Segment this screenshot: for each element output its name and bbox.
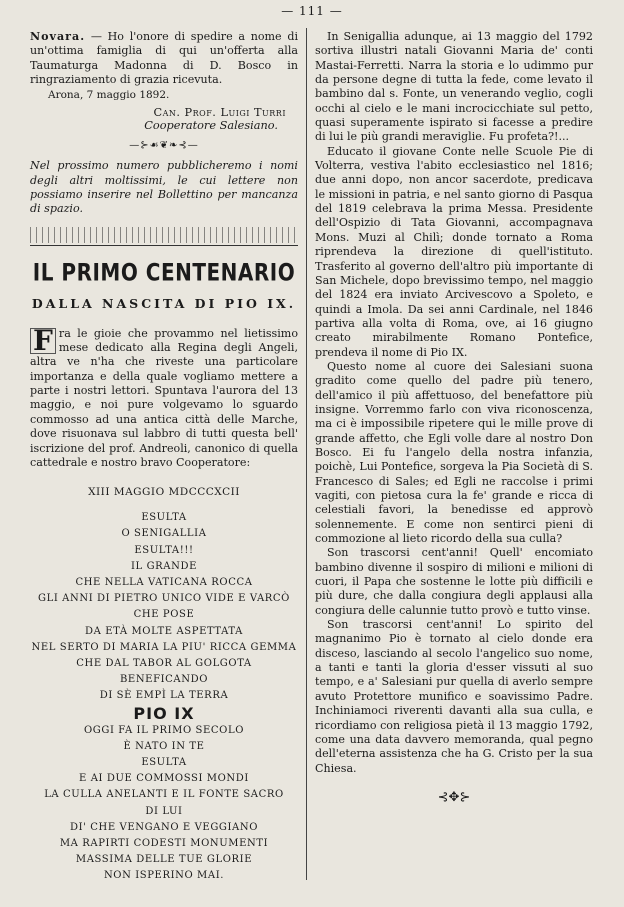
right-column	[315, 30, 593, 805]
paragraph-salesians: Questo nome al cuore dei Salesiani suona gradito come quello del padre più tenero, dell'amico il più affettuoso, del benefattore più insigne. Vorremmo farlo con viva riconoscenza, ma ci è impossibile ripetere qui le mille prove di grande affetto, che Egli volle dare al nostro Don Bosco. Ei fu l'angelo della nostra infanzia, poichè, Lui Pontefice, sorgeva la Pia Società di S. Francesco di Sales; ed Egli ne raccolse i primi vagiti, con pietosa cura la fe' grande e ricca di celestiali favori, la benedisse ed approvò solennemente. E come non sentirci pieni di commozione al lieto ricordo della sua culla?	[315, 359, 593, 546]
inscription-line: O SENIGALLIA	[121, 528, 207, 540]
paragraph-birth: In Senigallia adunque, ai 13 maggio del 1792 sortiva illustri natali Giovanni Maria de' conti Mastai-Ferretti. Narra la storia e lo udimmo pur da persone degne di tutta la fede, come levato il bambino dal s. Fonte, un venerando veglio, cogli occhi al cielo e le mani incrocicchiate sul petto, quasi superamente ispirato si facesse a predire di lui le più grandi meraviglie. Fu profeta?!...	[315, 30, 593, 144]
inscription-line: CHE NELLA VATICANA ROCCA	[75, 577, 253, 588]
article-intro	[30, 323, 298, 470]
inscription	[30, 510, 298, 884]
decorative-rule	[30, 245, 298, 246]
end-ornament: ⊰✥⊱	[437, 789, 471, 805]
inscription-line: CHE DAL TABOR AL GOLGOTA	[76, 658, 252, 670]
intro-paragraph: ra le gioie che provammo nel lietissimo mese dedicato alla Regina degli Angeli, altra ve n'ha che riveste una particolare importanza e della quale vogliamo mettere a parte i nostri lettori. Spuntava l'aurora del 13 maggio, e noi pure volgevamo lo sguardo commosso ad una antica città delle Marche, dove risuonava sul labbro di tutti questa bell' iscrizione del prof. Andreoli, canonico di quella cattedrale e nostro bravo Cooperatore:	[30, 326, 298, 469]
inscription-line: MA RAPIRTI CODESTI MONUMENTI	[59, 838, 269, 850]
ornament-divider: —⊱☙❦❧⊰—	[129, 140, 199, 152]
paragraph-career: Educato il giovane Conte nelle Scuole Pie di Volterra, vestiva l'abito ecclesiastico nel 1816; due anni dopo, non ancor sacerdote, predicava le missioni in patria, e nel santo giorno di Pasqua del 1819 celebrava la prima Messa. Presidente dell'Ospizio di Tata Giovanni, accompagnava Mons. Muzi al Chilì; donde tornato a Roma riprendeva la direzione di quell'istituto. Trasferito al governo dell'altro più importante di San Michele, dopo brevissimo tempo, nel maggio del 1824 era inviato Arcivescovo a Spoleto, e quindi a Imola. Da sei anni Cardinale, nel 1846 partiva alla volta di Roma, ove, ai 16 giugno creato mirabilmente Romano Pontefice, prendeva il nome di Pio IX.	[315, 144, 593, 359]
paragraph-century-2: Son trascorsi cent'anni! Lo spirito del magnanimo Pio è tornato al cielo donde era disceso, lasciando al secolo l'angelico suo nome, a tanti e tanti la gloria d'esser vissuti al suo tempo, e a' Salesiani pur quella di averlo sempre avuto Protettore munifico e soavissimo Padre. Inchiniamoci riverenti davanti alla sua culla, e ricordiamo con religiosa pietà il 13 maggio 1792, come una data davvero memoranda, qual pegno dell'eterna assistenza che ha G. Cristo per la sua Chiesa.	[315, 618, 593, 775]
column-divider	[306, 28, 307, 880]
letter-text: — Ho l'onore di spedire a nome di un'ottima famiglia di qui un'offerta alla Taumaturga Madonna di D. Bosco in ringraziamento di grazia ricevuta.	[30, 30, 298, 87]
inscription-line: CHE POSE	[133, 609, 195, 621]
paragraph-century-1: Son trascorsi cent'anni! Quell' encomiato bambino divenne il sospiro di milioni e milioni di cuori, il Papa che sostenne le lotte più difficili e più dure, che dalla congiura degli applausi alla congiura delle calunnie tutto provò e tutto vinse.	[315, 546, 593, 617]
inscription-line: BENEFICANDO	[119, 674, 209, 686]
page-number: — 111 —	[281, 4, 343, 18]
letter-date: Arona, 7 maggio 1892.	[48, 89, 170, 102]
signature-name: Can. Prof. Luigi Turri	[153, 106, 286, 120]
inscription-line: NON ISPERINO MAI.	[103, 870, 225, 882]
inscription-line: DI' CHE VENGANO E VEGGIANO	[69, 821, 259, 833]
inscription-line: IL GRANDE	[131, 560, 197, 572]
inscription-line: È NATO IN TE	[123, 740, 205, 752]
decorative-band	[30, 227, 298, 243]
inscription-line: DA ETÀ MOLTE ASPETTATA	[85, 625, 243, 637]
letter-paragraph	[30, 30, 298, 87]
inscription-line: OGGI FA IL PRIMO SECOLO	[83, 724, 244, 736]
inscription-title: XIII MAGGIO MDCCCXCII	[88, 486, 240, 499]
inscription-line: E AI DUE COMMOSSI MONDI	[79, 773, 249, 785]
inscription-line: ESULTA	[141, 512, 187, 524]
letter-city: Novara.	[30, 30, 86, 43]
inscription-line: LA CULLA ANELANTI E IL FONTE SACRO	[44, 789, 284, 801]
inscription-line: ESULTA!!!	[134, 544, 194, 556]
article-title: IL PRIMO CENTENARIO	[32, 257, 296, 286]
drop-cap: F	[30, 328, 56, 354]
inscription-line: NEL SERTO DI MARIA LA PIU' RICCA GEMMA	[31, 641, 297, 653]
article-subtitle: DALLA NASCITA DI PIO IX.	[31, 295, 297, 311]
left-column	[30, 30, 298, 885]
inscription-line: ESULTA	[141, 757, 187, 769]
inscription-line: GLI ANNI DI PIETRO UNICO VIDE E VARCÒ	[38, 593, 290, 605]
editorial-note: Nel prossimo numero pubblicheremo i nomi degli altri moltissimi, le cui lettere non possiamo inserire nel Bollettino per mancanza di spazio.	[30, 159, 298, 216]
inscription-pope-name: PIO IX	[133, 703, 195, 723]
inscription-line: MASSIMA DELLE TUE GLORIE	[75, 854, 253, 866]
signature-role: Cooperatore Salesiano.	[144, 119, 278, 133]
inscription-line: DI LUI	[145, 805, 183, 817]
inscription-line: DI SÈ EMPÌ LA TERRA	[99, 690, 229, 702]
